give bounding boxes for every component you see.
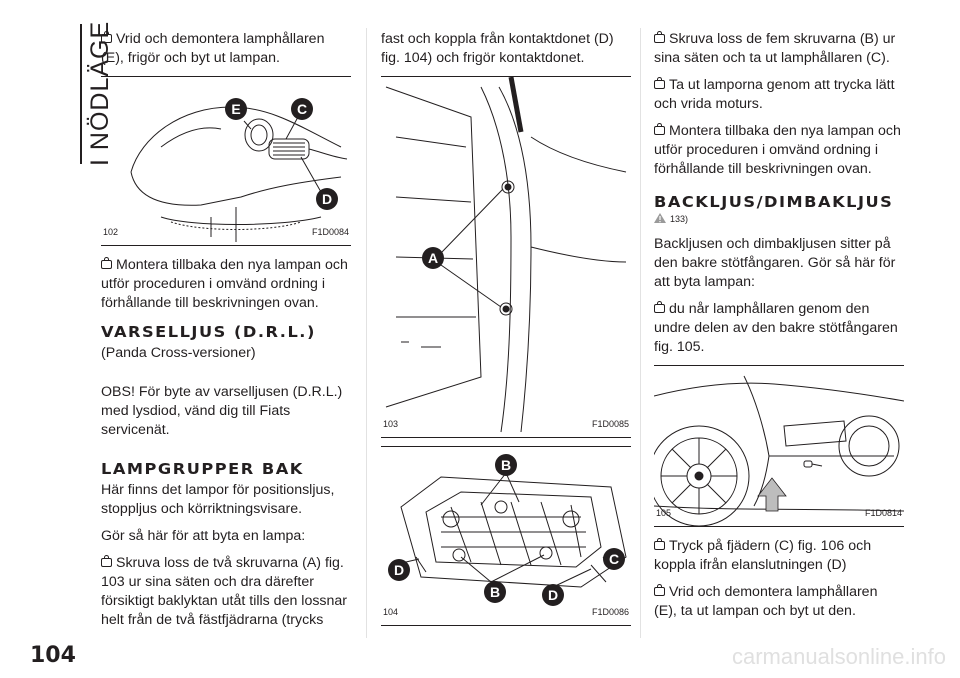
- bullet-icon: [654, 34, 665, 43]
- figure-caption: 105 F1D0814: [656, 508, 902, 518]
- figure-caption: 102 F1D0084: [103, 227, 349, 237]
- paragraph: fast och koppla från kontaktdonet (D) fig. 104) och frigör kontaktdonet.: [381, 31, 614, 66]
- heading-lampgrupper: LAMPGRUPPER BAK: [101, 460, 304, 478]
- bullet-icon: [101, 34, 112, 43]
- figure-105: [654, 365, 904, 527]
- paragraph: du når lamphållaren genom den undre delen av den bakre stötfångaren fig. 105.: [654, 301, 898, 355]
- paragraph: Montera tillbaka den nya lampan och utför proceduren i omvänd ordning i förhållande till beskrivningen ovan.: [654, 123, 901, 177]
- paragraph: Gör så här för att byta en lampa:: [101, 528, 306, 544]
- page-number: 104: [30, 643, 76, 668]
- section-tab: [30, 20, 114, 166]
- paragraph: Montera tillbaka den nya lampan och utför proceduren i omvänd ordning i förhållande till beskrivningen ovan.: [101, 257, 348, 311]
- bullet-icon: [654, 587, 665, 596]
- figure-caption: 103 F1D0085: [383, 419, 629, 429]
- warning-reference: 133): [654, 210, 904, 229]
- heading-varselljus: VARSELLJUS (D.R.L.): [101, 323, 316, 341]
- figure-104: [381, 446, 631, 626]
- figure-label: D: [393, 562, 405, 578]
- figure-label: A: [427, 250, 439, 266]
- paragraph: Ta ut lamporna genom att trycka lätt och vrida moturs.: [654, 77, 895, 112]
- tailgate-illustration: [381, 77, 631, 437]
- paragraph: OBS! För byte av varselljusen (D.R.L.) med lysdiod, vänd dig till Fiats servicenät.: [101, 384, 343, 438]
- paragraph: Här finns det lampor för positionsljus, stoppljus och körriktningsvisare.: [101, 482, 335, 517]
- figure-label: C: [608, 551, 620, 567]
- watermark: carmanualsonline.info: [731, 644, 946, 669]
- heading-backljus: BACKLJUS/DIMBAKLJUS: [654, 193, 894, 211]
- bullet-icon: [654, 126, 665, 135]
- paragraph: Tryck på fjädern (C) fig. 106 och koppla ifrån elanslutningen (D): [654, 538, 872, 573]
- rear-lamp-illustration: [381, 447, 631, 625]
- bullet-icon: [654, 304, 665, 313]
- column-2: [381, 30, 631, 636]
- paragraph: Skruva loss de två skruvarna (A) fig. 103 ur sina säten och dra därefter försiktigt baklyktan utåt tills den lossnar helt från de två fästfjädrarna (trycks: [101, 555, 348, 628]
- figure-103: [381, 76, 631, 438]
- paragraph: Vrid och demontera lamphållaren (E), frigör och byt ut lampan.: [101, 31, 325, 66]
- figure-label: B: [489, 584, 501, 600]
- bullet-icon: [654, 80, 665, 89]
- figure-label: D: [321, 191, 333, 207]
- column-divider: [640, 28, 641, 638]
- paragraph: Skruva loss de fem skruvarna (B) ur sina säten och ta ut lamphållaren (C).: [654, 31, 896, 66]
- warning-icon: [654, 213, 666, 223]
- figure-102: [101, 76, 351, 246]
- figure-caption: 104 F1D0086: [383, 607, 629, 617]
- column-1: [101, 30, 351, 638]
- bullet-icon: [654, 541, 665, 550]
- rear-bumper-illustration: [654, 366, 904, 526]
- bullet-icon: [101, 260, 112, 269]
- figure-label: C: [296, 101, 308, 117]
- figure-label: D: [547, 587, 559, 603]
- headlamp-illustration: [101, 77, 351, 245]
- column-3: [654, 30, 904, 629]
- paragraph: (Panda Cross-versioner): [101, 345, 256, 361]
- section-title: I NÖDLÄGE: [86, 20, 114, 166]
- figure-label: B: [500, 457, 512, 473]
- paragraph: Vrid och demontera lamphållaren (E), ta ut lampan och byt ut den.: [654, 584, 878, 619]
- paragraph: Backljusen och dimbakljusen sitter på den bakre stötfångaren. Gör så här för att byta lampan:: [654, 236, 896, 290]
- bullet-icon: [101, 558, 112, 567]
- figure-label: E: [231, 101, 241, 117]
